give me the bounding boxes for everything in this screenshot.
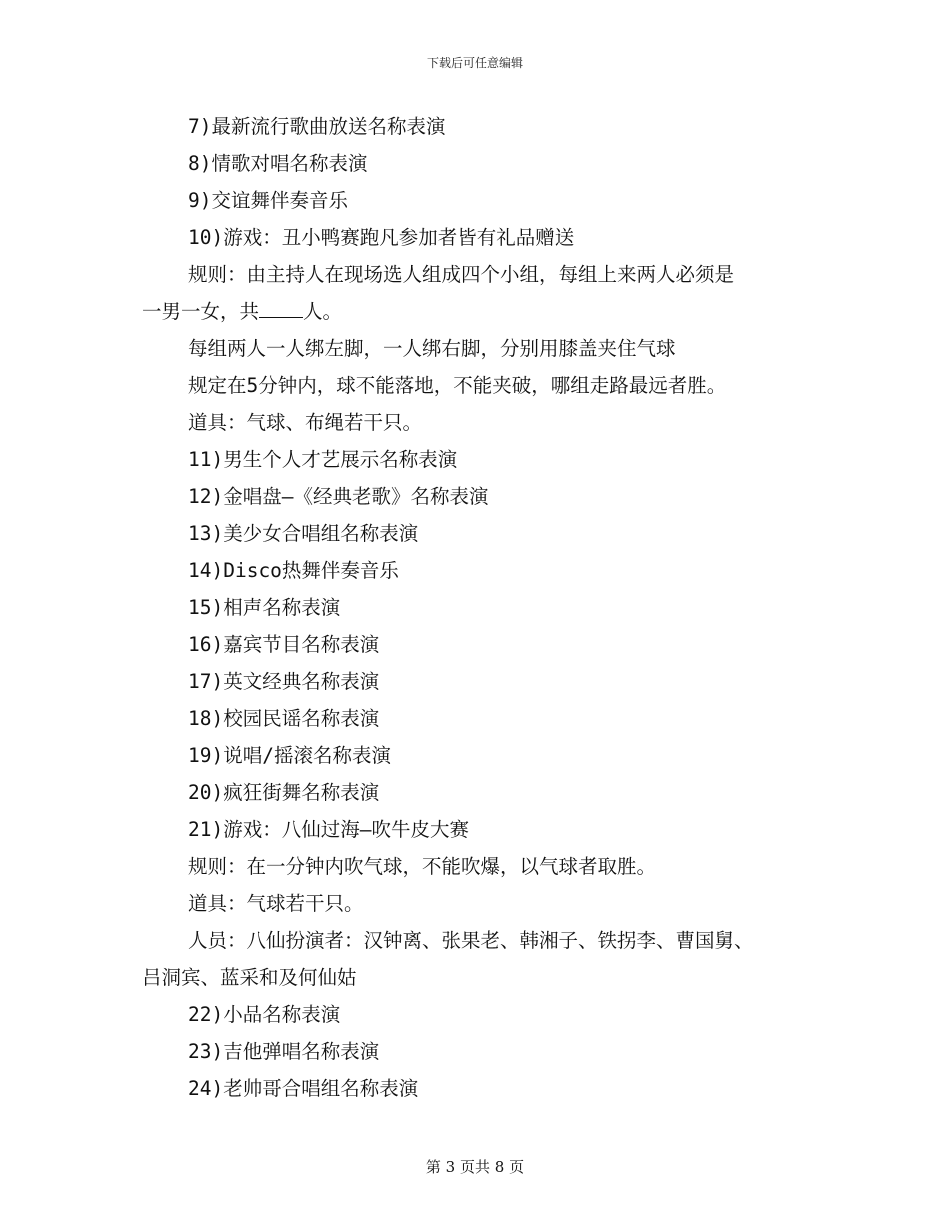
- rules-text-after-blank: 人。: [303, 300, 343, 323]
- program-item-11: 11)男生个人才艺展示名称表演: [188, 448, 458, 471]
- game-rules-line-4: 规定在5分钟内，球不能落地，不能夹破，哪组走路最远者胜。: [188, 374, 727, 397]
- program-item-18: 18)校园民谣名称表演: [188, 707, 380, 730]
- page-number-footer: 第 3 页共 8 页: [425, 1158, 525, 1176]
- program-item-16: 16)嘉宾节目名称表演: [188, 633, 380, 656]
- game2-cast-line-2: 吕洞宾、蓝采和及何仙姑: [142, 966, 357, 989]
- game-rules-line-3: 每组两人一人绑左脚，一人绑右脚，分别用膝盖夹住气球: [188, 337, 676, 360]
- program-item-23: 23)吉他弹唱名称表演: [188, 1040, 380, 1063]
- program-item-24: 24)老帅哥合唱组名称表演: [188, 1077, 419, 1100]
- game2-rules-line: 规则：在一分钟内吹气球，不能吹爆，以气球者取胜。: [188, 855, 657, 878]
- program-item-21: 21)游戏：八仙过海—吹牛皮大赛: [188, 818, 469, 841]
- program-item-17: 17)英文经典名称表演: [188, 670, 380, 693]
- program-item-20: 20)疯狂街舞名称表演: [188, 781, 380, 804]
- game2-props-line: 道具：气球若干只。: [188, 892, 364, 915]
- program-item-13: 13)美少女合唱组名称表演: [188, 522, 419, 545]
- rules-text-before-blank: 一男一女，共: [142, 300, 260, 323]
- game-props-line: 道具：气球、布绳若干只。: [188, 411, 423, 434]
- program-item-9: 9)交谊舞伴奏音乐: [188, 189, 348, 212]
- program-item-12: 12)金唱盘—《经典老歌》名称表演: [188, 485, 489, 508]
- program-item-15: 15)相声名称表演: [188, 596, 341, 619]
- program-item-10: 10)游戏：丑小鸭赛跑凡参加者皆有礼品赠送: [188, 226, 575, 249]
- program-item-19: 19)说唱/摇滚名称表演: [188, 744, 391, 767]
- game2-cast-line-1: 人员：八仙扮演者：汉钟离、张果老、韩湘子、铁拐李、曹国舅、: [188, 929, 754, 952]
- program-item-8: 8)情歌对唱名称表演: [188, 152, 368, 175]
- document-body: [142, 108, 822, 1107]
- game-rules-line-1: 规则：由主持人在现场选人组成四个小组，每组上来两人必须是: [188, 263, 735, 286]
- page-header-note: 下载后可任意编辑: [426, 56, 523, 70]
- game-rules-line-2: [142, 293, 822, 330]
- fill-in-blank: [259, 297, 303, 318]
- program-item-14: 14)Disco热舞伴奏音乐: [188, 559, 399, 582]
- program-item-7: 7)最新流行歌曲放送名称表演: [188, 115, 446, 138]
- program-item-22: 22)小品名称表演: [188, 1003, 341, 1026]
